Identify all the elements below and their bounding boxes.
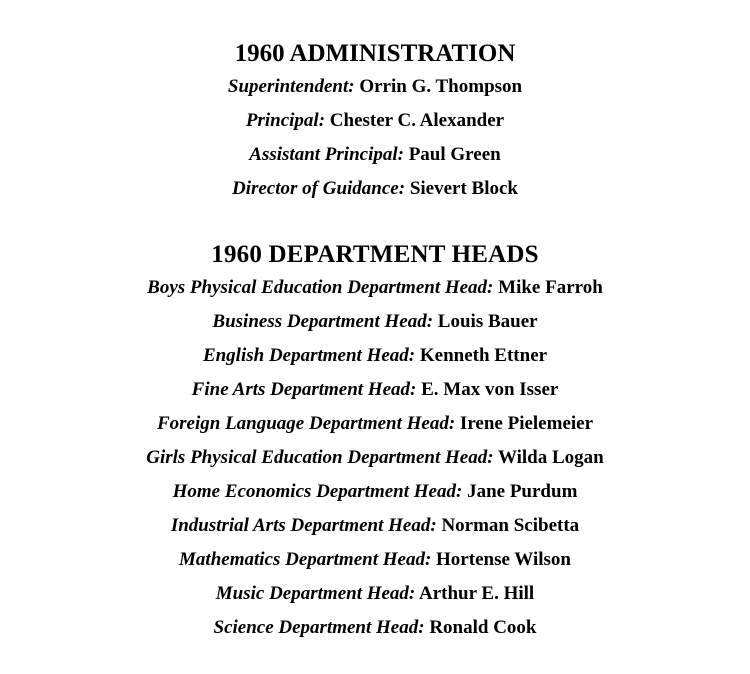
administration-entry xyxy=(0,104,750,138)
entry-name: Sievert Block xyxy=(409,178,519,199)
entry-role: Mathematics Department Head: xyxy=(179,549,432,570)
department-head-entry xyxy=(0,271,750,305)
entry-role: Home Economics Department Head: xyxy=(172,481,463,502)
entry-name: Orrin G. Thompson xyxy=(359,76,523,97)
entry-name: Wilda Logan xyxy=(497,447,604,468)
entry-name: Jane Purdum xyxy=(467,481,578,502)
department-head-entry xyxy=(0,407,750,441)
entry-name: Mike Farroh xyxy=(498,277,603,298)
entry-role: Business Department Head: xyxy=(212,311,434,332)
department-head-entry xyxy=(0,577,750,611)
entry-name: Louis Bauer xyxy=(437,311,538,332)
entry-role: Superintendent: xyxy=(227,76,355,97)
entry-role: English Department Head: xyxy=(202,345,416,366)
administration-entry xyxy=(0,172,750,206)
entry-name: Chester C. Alexander xyxy=(329,110,505,131)
entry-role: Principal: xyxy=(245,110,326,131)
administration-entry xyxy=(0,70,750,104)
entry-role: Fine Arts Department Head: xyxy=(191,379,417,400)
entry-name: Irene Pielemeier xyxy=(459,413,594,434)
entry-name: Paul Green xyxy=(408,144,501,165)
department-head-entry xyxy=(0,339,750,373)
department-head-entry xyxy=(0,475,750,509)
department-heads-list xyxy=(0,271,750,645)
department-head-entry xyxy=(0,441,750,475)
department-heads-heading: 1960 DEPARTMENT HEADS xyxy=(211,241,539,268)
entry-name: Norman Scibetta xyxy=(441,515,580,536)
entry-name: Arthur E. Hill xyxy=(418,583,535,604)
entry-name: E. Max von Isser xyxy=(421,379,559,400)
department-head-entry xyxy=(0,543,750,577)
entry-role: Science Department Head: xyxy=(213,617,425,638)
entry-role: Assistant Principal: xyxy=(249,144,404,165)
department-head-entry xyxy=(0,611,750,645)
entry-name: Ronald Cook xyxy=(429,617,537,638)
administration-section xyxy=(0,0,750,206)
department-heads-section xyxy=(0,206,750,645)
department-head-entry xyxy=(0,509,750,543)
entry-role: Foreign Language Department Head: xyxy=(156,413,456,434)
entry-role: Director of Guidance: xyxy=(231,178,406,199)
entry-role: Industrial Arts Department Head: xyxy=(170,515,437,536)
entry-name: Hortense Wilson xyxy=(436,549,571,570)
department-head-entry xyxy=(0,305,750,339)
entry-role: Boys Physical Education Department Head: xyxy=(147,277,494,298)
entry-role: Girls Physical Education Department Head: xyxy=(146,447,494,468)
administration-heading: 1960 ADMINISTRATION xyxy=(234,40,516,67)
administration-list xyxy=(0,70,750,206)
department-head-entry xyxy=(0,373,750,407)
entry-name: Kenneth Ettner xyxy=(419,345,548,366)
administration-entry xyxy=(0,138,750,172)
entry-role: Music Department Head: xyxy=(215,583,416,604)
